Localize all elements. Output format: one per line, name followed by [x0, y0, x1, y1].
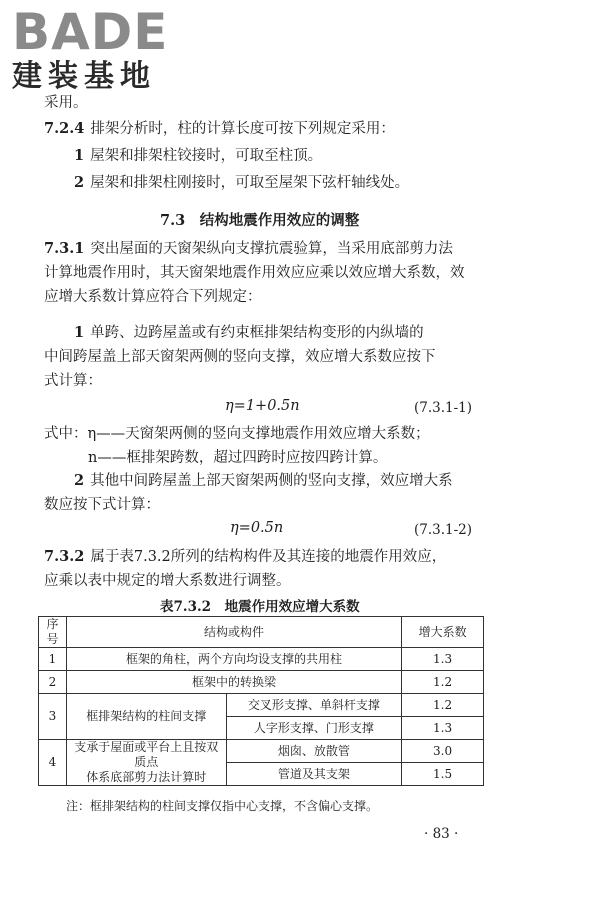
- row-component: 框架中的转换梁: [66, 671, 401, 694]
- paragraph-line: 应增大系数计算应符合下列规定：: [44, 289, 262, 305]
- amplification-factor-table: [38, 616, 484, 786]
- row-subcomponent: 管道及其支架: [226, 763, 402, 786]
- item-text: 屋架和排架柱铰接时，可取至柱顶。: [90, 148, 323, 164]
- formula-7-3-1-2: η=0.5n: [230, 520, 284, 536]
- list-item-1: [74, 322, 424, 344]
- row-component: 框排架结构的柱间支撑: [66, 694, 226, 740]
- row-component-line: 支承于屋面或平台上且按双质点: [74, 740, 219, 769]
- row-factor: 1.3: [402, 648, 484, 671]
- row-factor: 1.2: [402, 694, 484, 717]
- item-number: 1: [74, 147, 85, 164]
- row-component: 框架的角柱，两个方向均设支撑的共用柱: [66, 648, 401, 671]
- row-subcomponent: 交叉形支撑、单斜杆支撑: [226, 694, 402, 717]
- row-subcomponent: 烟囱、放散管: [226, 740, 402, 763]
- header-no: 序号: [39, 617, 67, 648]
- clause-7-2-4: [44, 118, 395, 140]
- clause-7-3-2: [44, 546, 446, 568]
- row-no: 4: [39, 740, 67, 786]
- clause-text: 排架分析时，柱的计算长度可按下列规定采用：: [90, 121, 395, 137]
- row-subcomponent: 人字形支撑、门形支撑: [226, 717, 402, 740]
- paragraph-line: 数应按下式计算：: [44, 497, 160, 513]
- item-number: 2: [74, 174, 85, 191]
- table-row: [39, 740, 484, 763]
- item-number: 2: [74, 472, 85, 489]
- clause-text: 突出屋面的天窗架纵向支撑抗震验算，当采用底部剪力法: [90, 241, 453, 257]
- list-item-2: [74, 470, 453, 492]
- clause-7-3-1: [44, 238, 453, 260]
- row-no: 3: [39, 694, 67, 740]
- row-no: 1: [39, 648, 67, 671]
- row-component-line: 体系底部剪力法计算时: [86, 770, 207, 784]
- table-header-row: [39, 617, 484, 648]
- item-text: 其他中间跨屋盖上部天窗架两侧的竖向支撑，效应增大系: [90, 473, 453, 489]
- row-factor: 1.3: [402, 717, 484, 740]
- clause-number: 7.3.2: [44, 548, 85, 565]
- equation-number: (7.3.1-2): [414, 522, 473, 538]
- list-item-2: [74, 172, 409, 194]
- table-row: [39, 694, 484, 717]
- table-note: 注：框排架结构的柱间支撑仅指中心支撑，不含偏心支撑。: [66, 799, 379, 813]
- clause-text: 属于表7.3.2所列的结构构件及其连接的地震作用效应，: [90, 549, 447, 565]
- row-factor: 1.5: [402, 763, 484, 786]
- logo-subtitle: 建装基地: [12, 59, 156, 94]
- header-component: 结构或构件: [66, 617, 401, 648]
- table-caption: 表7.3.2 地震作用效应增大系数: [160, 599, 360, 615]
- item-number: 1: [74, 324, 85, 341]
- section-title: 7.3 结构地震作用效应的调整: [160, 212, 360, 229]
- paragraph-line: 式计算：: [44, 373, 102, 389]
- table-row: [39, 671, 484, 694]
- continued-text: 采用。: [44, 95, 88, 111]
- row-no: 2: [39, 671, 67, 694]
- list-item-1: [74, 145, 322, 167]
- clause-number: 7.2.4: [44, 120, 85, 137]
- item-text: 屋架和排架柱刚接时，可取至屋架下弦杆轴线处。: [90, 175, 410, 191]
- brand-logo: [12, 3, 169, 94]
- paragraph-line: 计算地震作用时，其天窗架地震作用效应应乘以效应增大系数，效: [44, 265, 465, 281]
- equation-number: (7.3.1-1): [414, 400, 473, 416]
- logo-wordmark: BADE: [12, 3, 169, 61]
- formula-7-3-1-1: η=1+0.5n: [225, 398, 300, 414]
- item-text: 单跨、边跨屋盖或有约束框排架结构变形的内纵墙的: [90, 325, 424, 341]
- symbol-definition: 式中：η——天窗架两侧的竖向支撑地震作用效应增大系数；: [44, 426, 430, 442]
- row-component: [66, 740, 226, 786]
- clause-number: 7.3.1: [44, 240, 85, 257]
- row-factor: 1.2: [402, 671, 484, 694]
- page-number: · 83 ·: [424, 826, 459, 842]
- row-factor: 3.0: [402, 740, 484, 763]
- symbol-definition: n——框排架跨数，超过四跨时应按四跨计算。: [88, 450, 388, 466]
- paragraph-line: 应乘以表中规定的增大系数进行调整。: [44, 573, 291, 589]
- paragraph-line: 中间跨屋盖上部天窗架两侧的竖向支撑，效应增大系数应按下: [44, 349, 436, 365]
- table-row: [39, 648, 484, 671]
- header-factor: 增大系数: [402, 617, 484, 648]
